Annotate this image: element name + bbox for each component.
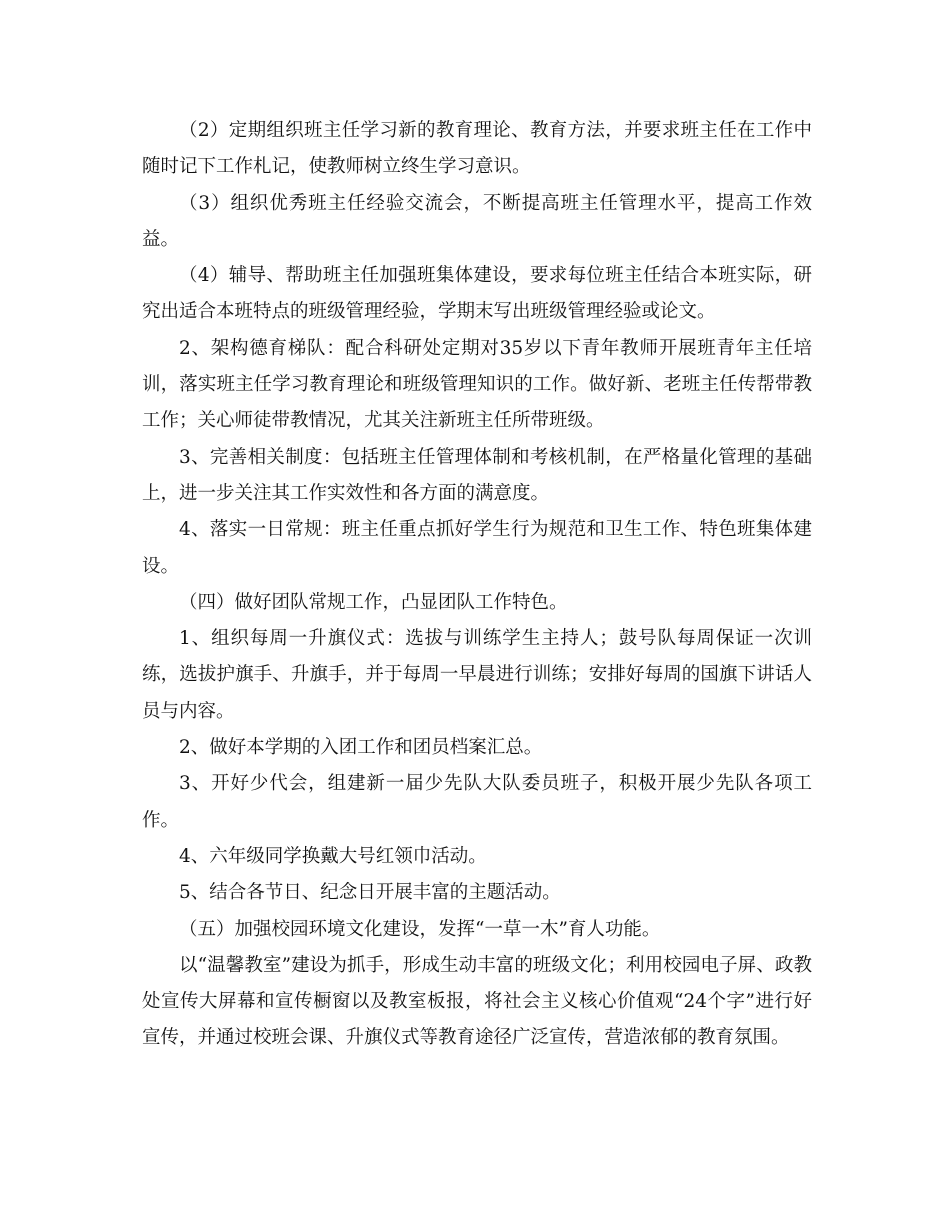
document-body: [142, 113, 812, 1057]
paragraph: 1、组织每周一升旗仪式：选拔与训练学生主持人；鼓号队每周保证一次训练，选拔护旗手、升旗手，并于每周一早晨进行训练；安排好每周的国旗下讲话人员与内容。: [142, 628, 812, 722]
paragraph: （2）定期组织班主任学习新的教育理论、教育方法，并要求班主任在工作中随时记下工作札记，使教师树立终生学习意识。: [142, 120, 812, 178]
paragraph: 4、六年级同学换戴大号红领巾活动。: [179, 845, 487, 867]
paragraph: 以“温馨教室”建设为抓手，形成生动丰富的班级文化；利用校园电子屏、政教处宣传大屏幕和宣传橱窗以及教室板报，将社会主义核心价值观“24个字”进行好宣传，并通过校班会课、升旗仪式等教育途径广泛宣传，营造浓郁的教育氛围。: [142, 954, 812, 1049]
section-heading: （五）加强校园环境文化建设，发挥“一草一木”育人功能。: [179, 918, 661, 940]
paragraph: 5、结合各节日、纪念日开展丰富的主题活动。: [179, 882, 561, 904]
paragraph: 2、架构德育梯队：配合科研处定期对35岁以下青年教师开展班青年主任培训，落实班主任学习教育理论和班级管理知识的工作。做好新、老班主任传帮带教工作；关心师徒带教情况，尤其关注新班主任所带班级。: [142, 337, 812, 432]
section-heading: （四）做好团队常规工作，凸显团队工作特色。: [179, 591, 568, 613]
paragraph: 4、落实一日常规：班主任重点抓好学生行为规范和卫生工作、特色班集体建设。: [142, 519, 812, 577]
paragraph: （4）辅导、帮助班主任加强班集体建设，要求每位班主任结合本班实际，研究出适合本班特点的班级管理经验，学期末写出班级管理经验或论文。: [142, 265, 812, 323]
paragraph: 2、做好本学期的入团工作和团员档案汇总。: [179, 737, 543, 759]
paragraph: 3、完善相关制度：包括班主任管理体制和考核机制，在严格量化管理的基础上，进一步关注其工作实效性和各方面的满意度。: [142, 446, 812, 504]
paragraph: （3）组织优秀班主任经验交流会，不断提高班主任管理水平，提高工作效益。: [142, 192, 812, 250]
paragraph: 3、开好少代会，组建新一届少先队大队委员班子，积极开展少先队各项工作。: [142, 773, 812, 831]
